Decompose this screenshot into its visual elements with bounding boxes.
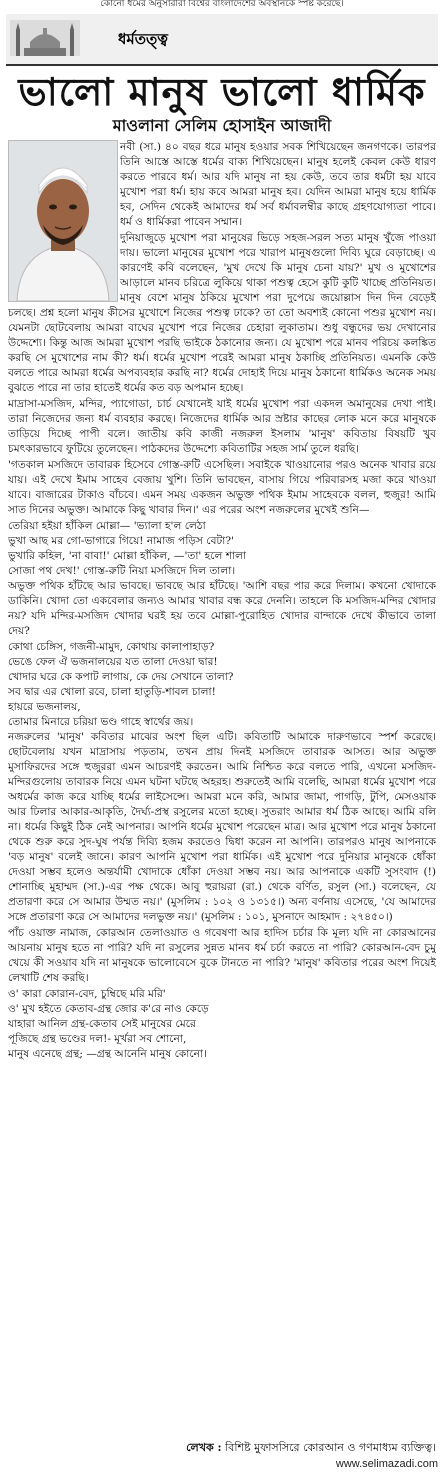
poem-line: হায়রে ভজনালয়, bbox=[8, 701, 81, 713]
poem-line: ভেঙে ফেল ঐ ভজনালয়ের যত তালা দেওয়া দ্বার! bbox=[8, 656, 218, 668]
section-label: ধর্মতত্ত্ব bbox=[118, 30, 168, 48]
poem-line: ভুখারি কহিল, 'না বাবা!' মোল্লা হাঁকিল, —'তা' হলে শালা bbox=[8, 550, 247, 562]
article-author: মাওলানা সেলিম হোসাইন আজাদী bbox=[112, 116, 332, 135]
article-body bbox=[8, 140, 436, 1440]
website-link[interactable]: www.selimazadi.com bbox=[335, 1458, 438, 1470]
poem-line: তোমার মিনারে চরিয়া ভণ্ড গাহে স্বার্থের জয়। bbox=[8, 716, 194, 728]
paragraph: নজরুলের 'মানুষ' কবিতার মাঝের অংশ ছিল এটি। কবিতাটি আমাকে দারুণভাবে স্পর্শ করেছে। ছোটবেলায় যখন মাদ্রাসায় পড়তাম, তখন প্রায় দিনই মসজিদে তাবারক আসত। আর অভুক্ত মুসাফিরদের সঙ্গে হুজুররা এমন আচরণই করতেন। আমি নিশ্চিত করে বলতে পারি, এখনো মসজিদ-মন্দিরগুলোয় তাবারক নিয়ে এমন ঘটনা ঘটছে অহরহ। শুরুতেই আমি বলেছি, আমরা ধর্মের মুখোশ পরে অধর্মের কাজ করে যাচ্ছি ধর্মের লাইসেন্সে। আমরা মনে করি, আমার জামা, পাগড়ি, টুপি, মেসওয়াক আর ঢিলার আকার-আকৃতি, দৈর্ঘ্য-প্রস্থ রসুলের মতো হচ্ছে। সুতরাং আমার ধর্ম ঠিক আছে। আমি বলি না। ধর্মের কিছুই ঠিক নেই আপনার। আপনি ধর্মের মুখোশ পরেছেন মাত্র। আর মুখোশ পরে মানুষ ঠকানো থেকে শুরু করে সুদ-ঘুষ পর্যন্ত দিব্যি হজম করতেও দ্বিধা করেন না আপনি। তারপরও মানুষ আপনাকে 'বড় মানুষ' বলেই জানে। কারণ আপনি মুখোশ পরা ধার্মিক। এই মুখোশ পরে দুনিয়ার মানুষকে ধোঁকা দেওয়া সম্ভব হলেও অন্তর্যামী খোদাকে ধোঁকা দেওয়া সম্ভব নয়। আর আপনাকে একটি সুসংবাদ (!) শোনাচ্ছি মুহাম্মদ (সা.)-এর পক্ষ থেকে। আবু হুরায়রা (রা.) থেকে বর্ণিত, রসুল (সা.) বলেছেন, যে প্রতারণা করে সে আমার উম্মত নয়।' (মুসলিম : ১০২ ও ১৩১৫।) অন্য বর্ণনায় এসেছে, 'যে আমাদের সঙ্গে প্রতারণা করে সে আমাদের দলভুক্ত নয়।' (মুসলিম : ১০১, মুসনাদে আহমাদ : ২৭৪৫০।) bbox=[8, 731, 436, 923]
poem-line: খোদার ঘরে কে কপাট লাগায়, কে দেয় সেখানে তালা? bbox=[8, 671, 234, 683]
poem-line: ও' কারা কোরান-বেদ, চুম্বিছে মরি মরি' bbox=[8, 988, 166, 1000]
poem-line: সব দ্বার এর খোলা রবে, চালা হাতুড়ি-শাবল চালা! bbox=[8, 686, 216, 698]
photo-wrap-spacer bbox=[8, 140, 120, 302]
article-title: ভালো মানুষ ভালো ধার্মিক bbox=[18, 69, 426, 114]
poem-stanza bbox=[8, 640, 436, 730]
section-header bbox=[6, 14, 438, 66]
paragraph: নবী (সা.) ৪০ বছর ধরে মানুষ হওয়ার সবক শিখিয়েছেন জনগণকে। তারপর তিনি আস্তে আস্তে ধর্মের বাক্য শিখিয়েছেন। মানুষ হলেই কেবল কেউ ধারণ করতে পারবে ধর্ম। আর যদি মানুষ না হয় কেউ, তবে তার ধর্মটা হয় যাবে মুখোশ পরা ধর্ম। হায় কবে আমরা মানুষ হব। যেদিন আমরা মানুষ হয়ে ধার্মিক হব, সেদিন থেকেই আমাদের ধর্ম সর্ব ধর্মাবলম্বীর কাছে গ্রহণযোগ্যতা পাবে। ধর্ম ও ধার্মিকরা পাবেন সম্মান। bbox=[120, 141, 436, 228]
paragraph: পাঁচ ওয়াক্ত নামাজ, কোরআন তেলাওয়াত ও গবেষণা আর হাদিস চর্চার কি মূল্য যদি না কোরআনের আয়নায় মানুষ হতে না পারি? যদি না রসুলের সুন্নত মানব ধর্ম চর্চা করতে না পারি? কোরআন-বেদ চুমু খেয়ে কী সওয়াব যদি না মানুষকে ভালোবেসে বুকে টানতে না পারি? 'মানুষ' কবিতার পরের অংশ দিয়েই লেখাটি শেষ করছি। bbox=[8, 927, 436, 984]
paragraph: অভুক্ত পথিক হাঁটছে আর ভাবছে। ভাবছে আর হাঁটছে। 'আশি বছর পার করে দিলাম। কখনো খোদাকে ডাকিনি। খোদা তো একবেলার জন্যও আমার খাবার বন্ধ করে দেননি। তাহলে কি মসজিদ-মন্দির খোদার নয়? যদি মন্দির-মসজিদ খোদার ঘরই হয় তবে মোল্লা-পুরোহিত খোদার বান্দাকে দেখে কীভাবে তালা দেয়? bbox=[8, 580, 436, 637]
poem-line: ভুখা আছ মর গো-ভাগারে গিয়ে! নামাজ পড়িস বেটা?' bbox=[8, 535, 234, 547]
poem-line: যাহারা আনিল গ্রন্থ-কেতাব সেই মানুষের মেরে bbox=[8, 1018, 196, 1030]
poem-line: ও' মুখ হইতে কেতাব-গ্রন্থ জোর ক'রে নাও কেড়ে bbox=[8, 1003, 209, 1015]
author-byline bbox=[8, 1440, 436, 1455]
mosque-icon bbox=[10, 20, 80, 56]
byline-label: লেখক : bbox=[186, 1441, 222, 1454]
poem-stanza bbox=[8, 987, 436, 1062]
poem-line: তেরিয়া হইয়া হাঁকিল মোল্লা— 'ভ্যালা হ'ল লেঠা bbox=[8, 520, 206, 532]
byline-text: বিশিষ্ট মুফাসসিরে কোরআন ও গণমাধ্যম ব্যক্তিত্ব। bbox=[225, 1441, 436, 1454]
poem-stanza bbox=[8, 519, 436, 579]
paragraph: দুনিয়াজুড়ে মুখোশ পরা মানুষের ভিড়ে সহজ-সরল সত্য মানুষ খুঁজে পাওয়া দায়। ভালো মানুষের মুখোশ পরে খারাপ মানুষগুলো দিব্যি ঘুরে বেড়াচ্ছে। এ কারণেই কবি বলেছেন, 'মুখ দেখে কি মানুষ চেনা যায়?' মুখ ও মুখোশের আড়ালে মানব চরিত্রে লুকিয়ে থাকা পশুত্ব হেসে কুটি কুটি খাচ্ছে প্রতিনিয়ত। মানুষ বেশে মানুষ ঠকিয়ে মুখোশ পরা দুপেয়ে জয়োল্লাস দিন দিন বেড়েই চলছে। প্রশ্ন হলো মানুষ কীসের মুখোশে নিজের পশুত্ব ঢাকে? তা তো অবশ্যই কোনো পশুর মুখোশ নয়। যেমনটা ছোটবেলায় আমরা বাঘের মুখোশ পরে নিজের চেহারা লুকাতাম। শুধু বন্ধুদের ভয় দেখানোর উদ্দেশ্যে। কিন্তু আজ আমরা মুখোশ পরছি ভাইকে ঠকানোর জন্য। যে মুখোশ পরে মানব পরিচয় কলঙ্কিত করছি সে মুখোশের নাম কী? ধর্ম। ধর্মের মুখোশ পরেই আমরা মানুষ ঠকাচ্ছি প্রতিনিয়ত। এমনকি কেউ বলতে পারে আমরা ধর্মের অপব্যবহার করছি না? ধর্মের দোহাই দিয়ে মানুষ ঠকানো ধার্মিকও অনেক সময় বুঝতে পারে না তার হাতেই ধর্মের কত বড় অপমান হচ্ছে। bbox=[8, 232, 436, 394]
poem-line: পূজিছে গ্রন্থ ভণ্ডের দল!- মূর্খরা সব শোনো, bbox=[8, 1033, 187, 1045]
poem-line: মানুষ এনেছে গ্রন্থ; —গ্রন্থ আনেনি মানুষ কোনো। bbox=[8, 1048, 207, 1060]
paragraph: মাদ্রাসা-মসজিদ, মন্দির, প্যাগোডা, চার্চ যেখানেই যাই ধর্মের মুখোশ পরা একদল অমানুষের দেখা পাই। তারা নিজেদের জন্য ধর্ম ব্যবহার করছে। নিজেদের ধার্মিক আর স্রষ্টার কাছের লোক মনে করে মানুষকে তাড়িয়ে দিচ্ছে পাপী বলে। জাতীয় কবি কাজী নজরুল ইসলাম 'মানুষ' কবিতায় বিষয়টি খুব চমৎকারভাবে ফুটিয়ে তুলেছেন। পাঠকদের উদ্দেশ্যে কবিতাটির সহজ সার্ম তুলে ধরছি। bbox=[8, 398, 436, 455]
poem-line: কোথা চেঙ্গিস, গজনী-মামুদ, কোথায় কালাপাহাড়? bbox=[8, 641, 215, 653]
poem-line: সোজা পথ দেখ!' গোস্ত-রুটি নিয়া মসজিদে দিল তালা। bbox=[8, 565, 236, 577]
top-cut-headline: কোনো ধর্মের অনুসারীরা বিশ্বের বাংলাদেশের অবস্থানকে স্পষ্ট করেছে। bbox=[100, 0, 344, 9]
paragraph: 'গতকাল মসজিদে তাবারক হিসেবে গোস্ত-রুটি এসেছিল। সবাইকে খাওয়ানোর পরও অনেক খাবার রয়ে যায়। এই দেখে ইমাম সাহেব বেজায় খুশি। তিনি ভাবছেন, বাসায় গিয়ে পরিবারসহ মজা করে খাওয়া যাবে। বাজারের টাকাও বাঁচবে। এমন সময় একজন অভুক্ত পথিক ইমাম সাহেবকে বলল, হুজুর! আমি সাত দিনের অভুক্ত। আমাকে কিছু খাবার দিন।' এর পরের অংশ নজরুলের মুখেই শুনি— bbox=[8, 459, 436, 516]
